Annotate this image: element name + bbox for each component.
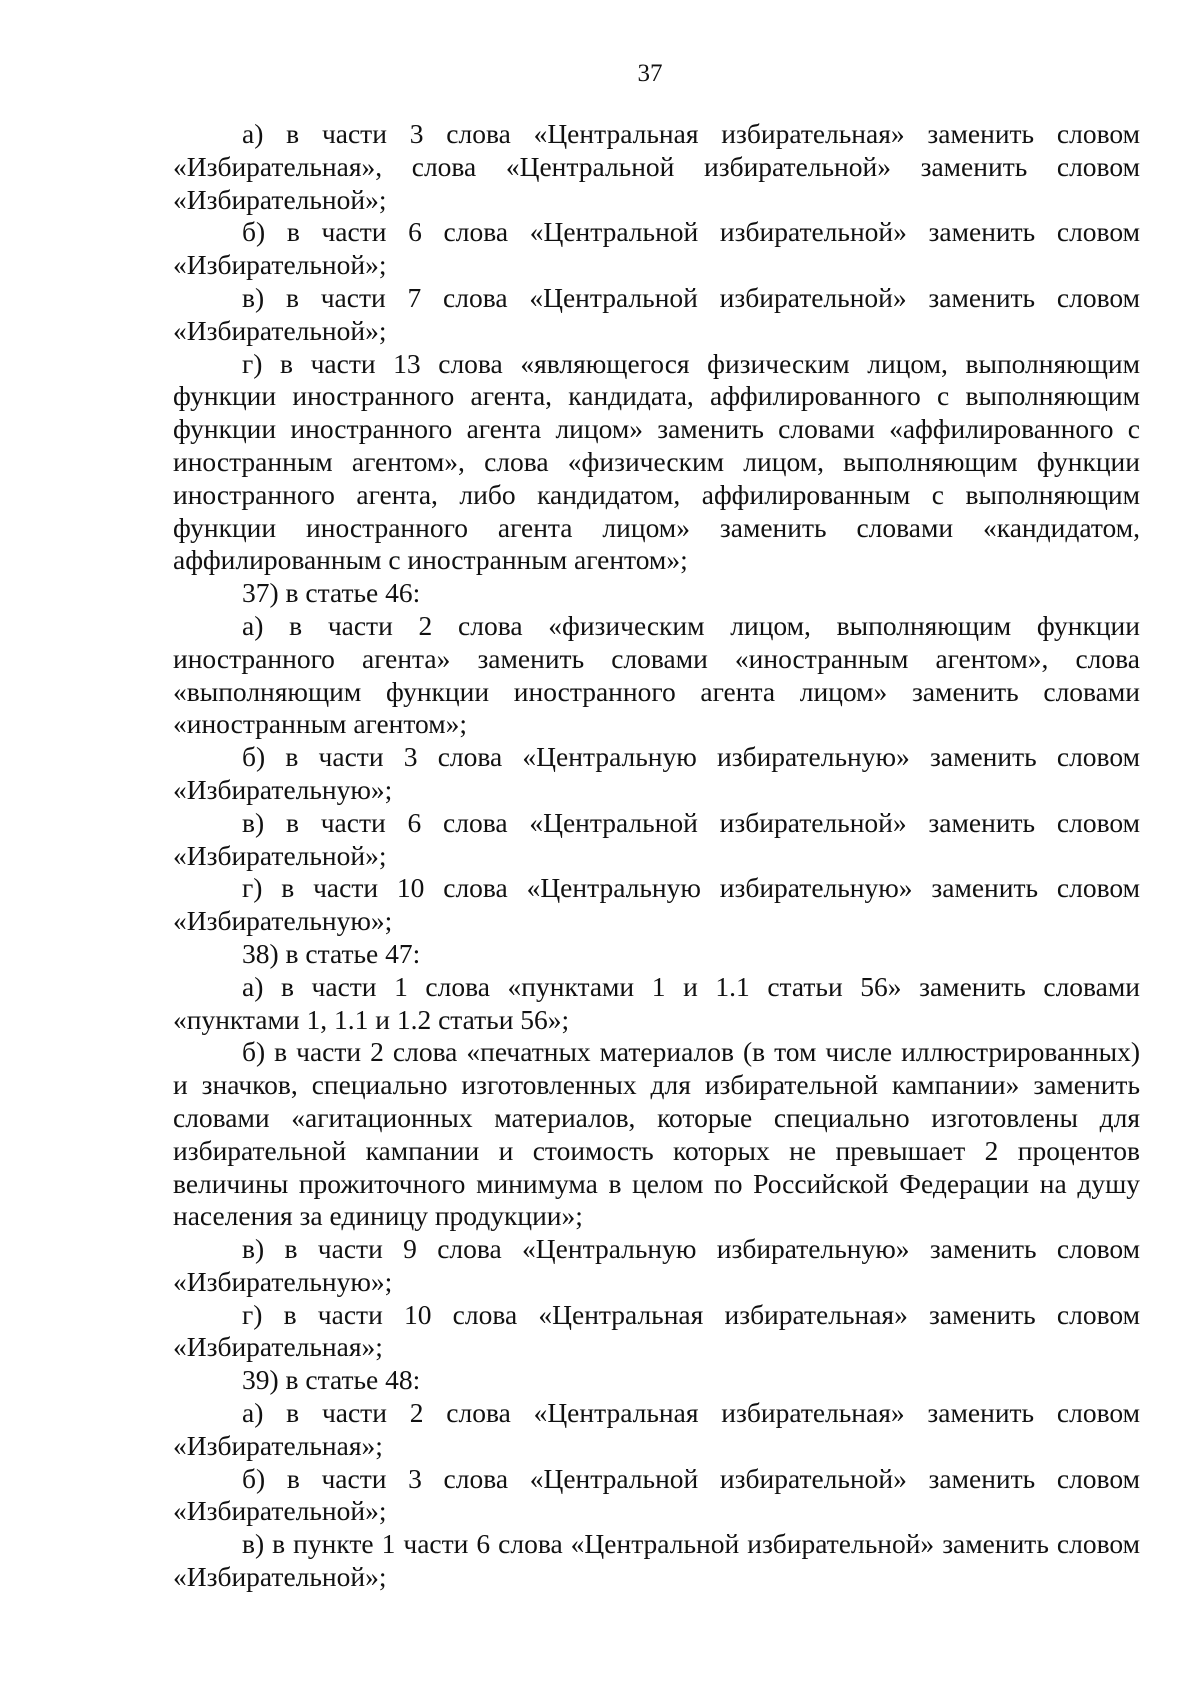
paragraph: б) в части 2 слова «печатных материалов (в том числе иллюстрированных) и значков, специально изготовленных для избирательной кампании» заменить словами «агитационных материалов, которые специально изготовлены для избирательной кампании и стоимость которых не превышает 2 процентов величины прожиточного минимума в целом по Российской Федерации на душу населения за единицу продукции»; (173, 1036, 1140, 1232)
paragraph: г) в части 10 слова «Центральная избирательная» заменить словом «Избирательная»; (173, 1298, 1140, 1363)
paragraph: в) в части 7 слова «Центральной избирательной» заменить словом «Избирательной»; (173, 281, 1140, 346)
paragraph: б) в части 6 слова «Центральной избирательной» заменить словом «Избирательной»; (173, 216, 1140, 281)
paragraph: в) в пункте 1 части 6 слова «Центральной избирательной» заменить словом «Избирательной»; (173, 1528, 1140, 1593)
paragraph: в) в части 6 слова «Центральной избирательной» заменить словом «Избирательной»; (173, 806, 1140, 871)
page-number: 37 (637, 60, 663, 87)
document-body (173, 118, 1140, 1594)
paragraph: г) в части 10 слова «Центральную избирательную» заменить словом «Избирательную»; (173, 872, 1140, 937)
paragraph: б) в части 3 слова «Центральную избирательную» заменить словом «Избирательную»; (173, 741, 1140, 805)
paragraph: в) в части 9 слова «Центральную избирательную» заменить словом «Избирательную»; (173, 1233, 1140, 1297)
section-heading: 38) в статье 47: (242, 937, 421, 969)
section-heading: 39) в статье 48: (242, 1364, 421, 1396)
paragraph: а) в части 2 слова «Центральная избирательная» заменить словом «Избирательная»; (173, 1397, 1140, 1461)
paragraph: а) в части 3 слова «Центральная избирательная» заменить словом «Избирательная», слова «Центральной избирательной» заменить словом «Избирательной»; (173, 118, 1140, 215)
paragraph: а) в части 2 слова «физическим лицом, выполняющим функции иностранного агента» заменить словами «иностранным агентом», слова «выполняющим функции иностранного агента лицом» заменить словами «иностранным агентом»; (173, 609, 1140, 740)
paragraph: а) в части 1 слова «пунктами 1 и 1.1 статьи 56» заменить словами «пунктами 1, 1.1 и 1.2 статьи 56»; (173, 970, 1140, 1035)
paragraph: б) в части 3 слова «Центральной избирательной» заменить словом «Избирательной»; (173, 1462, 1140, 1527)
section-heading: 37) в статье 46: (242, 577, 421, 609)
paragraph: г) в части 13 слова «являющегося физическим лицом, выполняющим функции иностранного агента, кандидата, аффилированного с выполняющим функции иностранного агента лицом» заменить словами «аффилированного с иностранным агентом», слова «физическим лицом, выполняющим функции иностранного агента, либо кандидатом, аффилированным с выполняющим функции иностранного агента лицом» заменить словами «кандидатом, аффилированным с иностранным агентом»; (173, 347, 1140, 576)
